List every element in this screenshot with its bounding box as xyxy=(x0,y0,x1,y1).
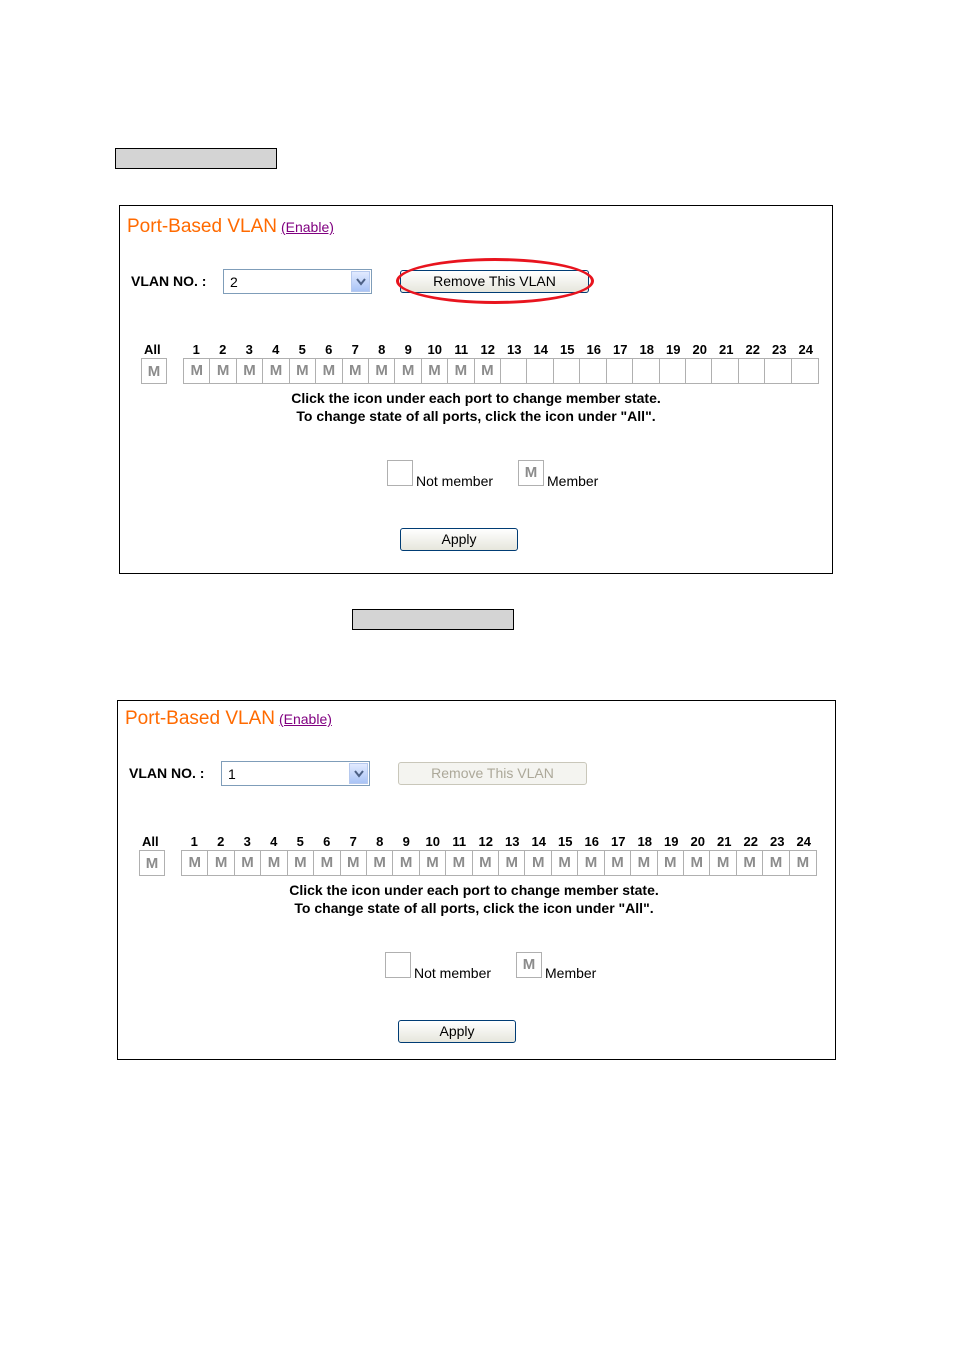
port-member-toggle[interactable] xyxy=(790,851,816,875)
chevron-down-icon[interactable] xyxy=(351,271,370,292)
port-member-toggle[interactable] xyxy=(420,851,446,875)
remove-vlan-button[interactable]: Remove This VLAN xyxy=(398,762,587,785)
port-number-label: 4 xyxy=(272,342,280,357)
port-member-toggle[interactable] xyxy=(395,359,421,383)
port-number-label: 17 xyxy=(611,834,626,849)
port-number-label: 17 xyxy=(613,342,628,357)
enable-link[interactable]: (Enable) xyxy=(278,711,332,727)
vlan-no-select[interactable] xyxy=(223,269,372,294)
port-state-row xyxy=(183,358,819,384)
member-legend-glyph: M xyxy=(524,464,538,481)
member-legend-glyph: M xyxy=(522,956,536,973)
port-member-toggle[interactable] xyxy=(631,851,657,875)
not-member-legend-icon xyxy=(387,460,413,486)
port-number-label: 21 xyxy=(717,834,732,849)
port-number-label: 24 xyxy=(796,834,811,849)
port-member-toggle[interactable] xyxy=(367,851,393,875)
port-member-toggle[interactable] xyxy=(580,359,606,383)
port-member-toggle[interactable] xyxy=(792,359,818,383)
port-member-toggle[interactable] xyxy=(660,359,686,383)
port-member-toggle[interactable] xyxy=(237,359,263,383)
port-member-toggle[interactable] xyxy=(210,359,236,383)
port-number-label: 24 xyxy=(798,342,813,357)
redacted-caption-bar-1 xyxy=(115,148,277,169)
port-member-state: M xyxy=(505,854,519,871)
port-member-toggle[interactable] xyxy=(290,359,316,383)
port-member-state: M xyxy=(664,854,677,871)
not-member-legend-icon xyxy=(385,952,411,978)
port-member-state: M xyxy=(426,854,439,871)
port-number-label: 12 xyxy=(480,342,495,357)
panel-title-text: Port-Based VLAN xyxy=(125,708,275,729)
port-number-label: 21 xyxy=(719,342,734,357)
instruction-line-1: Click the icon under each port to change member state. xyxy=(289,882,659,898)
all-ports-toggle[interactable] xyxy=(139,850,165,876)
redacted-caption-bar-2 xyxy=(352,609,514,630)
port-number-label: 10 xyxy=(425,834,440,849)
port-member-toggle[interactable] xyxy=(658,851,684,875)
port-number-label: 1 xyxy=(190,834,198,849)
port-member-state: M xyxy=(375,362,388,379)
port-number-label: 7 xyxy=(351,342,359,357)
vlan-no-selected-value: 2 xyxy=(230,274,238,290)
panel-title-text: Port-Based VLAN xyxy=(127,216,277,237)
port-number-label: 1 xyxy=(192,342,200,357)
port-member-toggle[interactable] xyxy=(422,359,448,383)
port-number-label: 22 xyxy=(743,834,758,849)
port-member-state: M xyxy=(214,854,228,871)
port-number-label: 13 xyxy=(507,342,522,357)
instruction-line-1: Click the icon under each port to change member state. xyxy=(291,390,661,406)
port-member-toggle[interactable] xyxy=(288,851,314,875)
port-member-toggle[interactable] xyxy=(525,851,551,875)
port-number-label: 2 xyxy=(217,834,225,849)
port-number-label: 9 xyxy=(402,834,410,849)
port-member-state: M xyxy=(690,854,703,871)
port-member-toggle[interactable] xyxy=(448,359,474,383)
port-member-state: M xyxy=(322,362,336,379)
port-member-toggle[interactable] xyxy=(475,359,501,383)
port-number-label: 10 xyxy=(427,342,442,357)
port-member-toggle[interactable] xyxy=(737,851,763,875)
vlan-panel-1 xyxy=(119,205,833,574)
instruction-line-2: To change state of all ports, click the icon under "All". xyxy=(296,408,656,424)
port-member-toggle[interactable] xyxy=(473,851,499,875)
all-ports-state: M xyxy=(145,855,159,872)
vlan-panel-2 xyxy=(117,700,836,1060)
port-member-toggle[interactable] xyxy=(765,359,791,383)
port-member-toggle[interactable] xyxy=(527,359,553,383)
port-number-label: 12 xyxy=(478,834,493,849)
port-number-label: 8 xyxy=(376,834,384,849)
port-number-label: 11 xyxy=(452,834,467,849)
port-member-toggle[interactable] xyxy=(314,851,340,875)
port-member-toggle[interactable] xyxy=(316,359,342,383)
port-member-toggle[interactable] xyxy=(686,359,712,383)
vlan-no-selected-value: 1 xyxy=(228,766,236,782)
port-member-state: M xyxy=(346,854,360,871)
port-member-state: M xyxy=(269,362,283,379)
port-member-state: M xyxy=(190,362,203,379)
instruction-line-2: To change state of all ports, click the icon under "All". xyxy=(294,900,654,916)
port-member-toggle[interactable] xyxy=(607,359,633,383)
not-member-legend-label: Not member xyxy=(414,965,492,981)
all-ports-toggle[interactable] xyxy=(141,358,167,384)
all-ports-label: All xyxy=(142,834,159,849)
port-number-label: 14 xyxy=(531,834,546,849)
port-member-toggle[interactable] xyxy=(184,359,210,383)
port-member-toggle[interactable] xyxy=(554,359,580,383)
port-member-state: M xyxy=(296,362,309,379)
port-member-state: M xyxy=(479,854,492,871)
port-member-toggle[interactable] xyxy=(633,359,659,383)
port-number-label: 23 xyxy=(772,342,787,357)
member-legend-icon xyxy=(518,460,544,486)
port-member-toggle[interactable] xyxy=(235,851,261,875)
port-member-state: M xyxy=(428,362,441,379)
port-member-state: M xyxy=(796,854,810,871)
port-member-state: M xyxy=(452,854,466,871)
port-member-state: M xyxy=(373,854,386,871)
member-legend-icon xyxy=(516,952,542,978)
port-number-label: 6 xyxy=(323,834,331,849)
port-number-label: 19 xyxy=(666,342,681,357)
port-member-state: M xyxy=(348,362,362,379)
port-number-label: 5 xyxy=(298,342,306,357)
port-number-label: 7 xyxy=(349,834,357,849)
port-number-label: 13 xyxy=(505,834,520,849)
port-member-toggle[interactable] xyxy=(552,851,578,875)
port-state-row xyxy=(181,850,817,876)
port-member-state: M xyxy=(294,854,307,871)
all-ports-label: All xyxy=(144,342,161,357)
port-member-state: M xyxy=(216,362,230,379)
port-number-label: 16 xyxy=(584,834,599,849)
port-number-label: 5 xyxy=(296,834,304,849)
port-number-label: 16 xyxy=(586,342,601,357)
port-member-state: M xyxy=(716,854,730,871)
port-member-state: M xyxy=(399,854,413,871)
port-member-toggle[interactable] xyxy=(712,359,738,383)
port-member-toggle[interactable] xyxy=(369,359,395,383)
vlan-no-select[interactable] xyxy=(221,761,370,786)
port-member-toggle[interactable] xyxy=(341,851,367,875)
panel-title xyxy=(127,216,334,238)
port-member-toggle[interactable] xyxy=(263,359,289,383)
port-number-label: 15 xyxy=(558,834,573,849)
port-number-label: 15 xyxy=(560,342,575,357)
member-legend-label: Member xyxy=(547,473,599,489)
port-number-label: 20 xyxy=(690,834,705,849)
port-number-label: 20 xyxy=(692,342,707,357)
port-member-state: M xyxy=(188,854,201,871)
chevron-down-icon[interactable] xyxy=(349,763,368,784)
port-number-label: 9 xyxy=(404,342,412,357)
highlight-circle xyxy=(396,258,594,304)
port-number-row xyxy=(183,342,819,358)
port-number-label: 22 xyxy=(745,342,760,357)
apply-button[interactable]: Apply xyxy=(400,528,518,551)
not-member-legend-label: Not member xyxy=(416,473,494,489)
port-number-label: 14 xyxy=(533,342,548,357)
remove-vlan-button[interactable]: Remove This VLAN xyxy=(400,270,589,293)
port-member-toggle[interactable] xyxy=(208,851,234,875)
port-number-label: 2 xyxy=(219,342,227,357)
port-member-state: M xyxy=(481,362,494,379)
member-legend-label: Member xyxy=(545,965,597,981)
port-member-state: M xyxy=(769,854,783,871)
port-member-state: M xyxy=(637,854,651,871)
port-member-state: M xyxy=(558,854,571,871)
port-number-label: 18 xyxy=(639,342,654,357)
port-member-toggle[interactable] xyxy=(182,851,208,875)
port-number-label: 19 xyxy=(664,834,679,849)
port-member-toggle[interactable] xyxy=(393,851,419,875)
port-member-state: M xyxy=(531,854,545,871)
port-member-state: M xyxy=(241,854,254,871)
port-number-label: 6 xyxy=(325,342,333,357)
port-member-toggle[interactable] xyxy=(710,851,736,875)
port-member-toggle[interactable] xyxy=(605,851,631,875)
port-member-state: M xyxy=(320,854,334,871)
port-number-label: 8 xyxy=(378,342,386,357)
port-member-state: M xyxy=(401,362,415,379)
port-number-label: 4 xyxy=(270,834,278,849)
port-number-label: 3 xyxy=(245,342,253,357)
port-number-label: 23 xyxy=(770,834,785,849)
enable-link[interactable]: (Enable) xyxy=(280,219,334,235)
port-member-state: M xyxy=(243,362,256,379)
port-member-state: M xyxy=(454,362,468,379)
port-member-toggle[interactable] xyxy=(446,851,472,875)
port-member-toggle[interactable] xyxy=(578,851,604,875)
vlan-no-label: VLAN NO. : xyxy=(129,765,205,781)
all-ports-state: M xyxy=(147,363,161,380)
port-member-toggle[interactable] xyxy=(501,359,527,383)
port-member-toggle[interactable] xyxy=(684,851,710,875)
port-number-row xyxy=(181,834,817,850)
port-member-state: M xyxy=(611,854,624,871)
port-number-label: 18 xyxy=(637,834,652,849)
port-number-label: 11 xyxy=(454,342,469,357)
port-number-label: 3 xyxy=(243,834,251,849)
port-member-toggle[interactable] xyxy=(343,359,369,383)
port-member-state: M xyxy=(584,854,598,871)
port-member-toggle[interactable] xyxy=(499,851,525,875)
panel-title xyxy=(125,708,332,730)
port-member-toggle[interactable] xyxy=(739,359,765,383)
vlan-no-label: VLAN NO. : xyxy=(131,273,207,289)
apply-button[interactable]: Apply xyxy=(398,1020,516,1043)
port-member-state: M xyxy=(267,854,281,871)
port-member-state: M xyxy=(743,854,756,871)
port-member-toggle[interactable] xyxy=(261,851,287,875)
port-member-toggle[interactable] xyxy=(763,851,789,875)
